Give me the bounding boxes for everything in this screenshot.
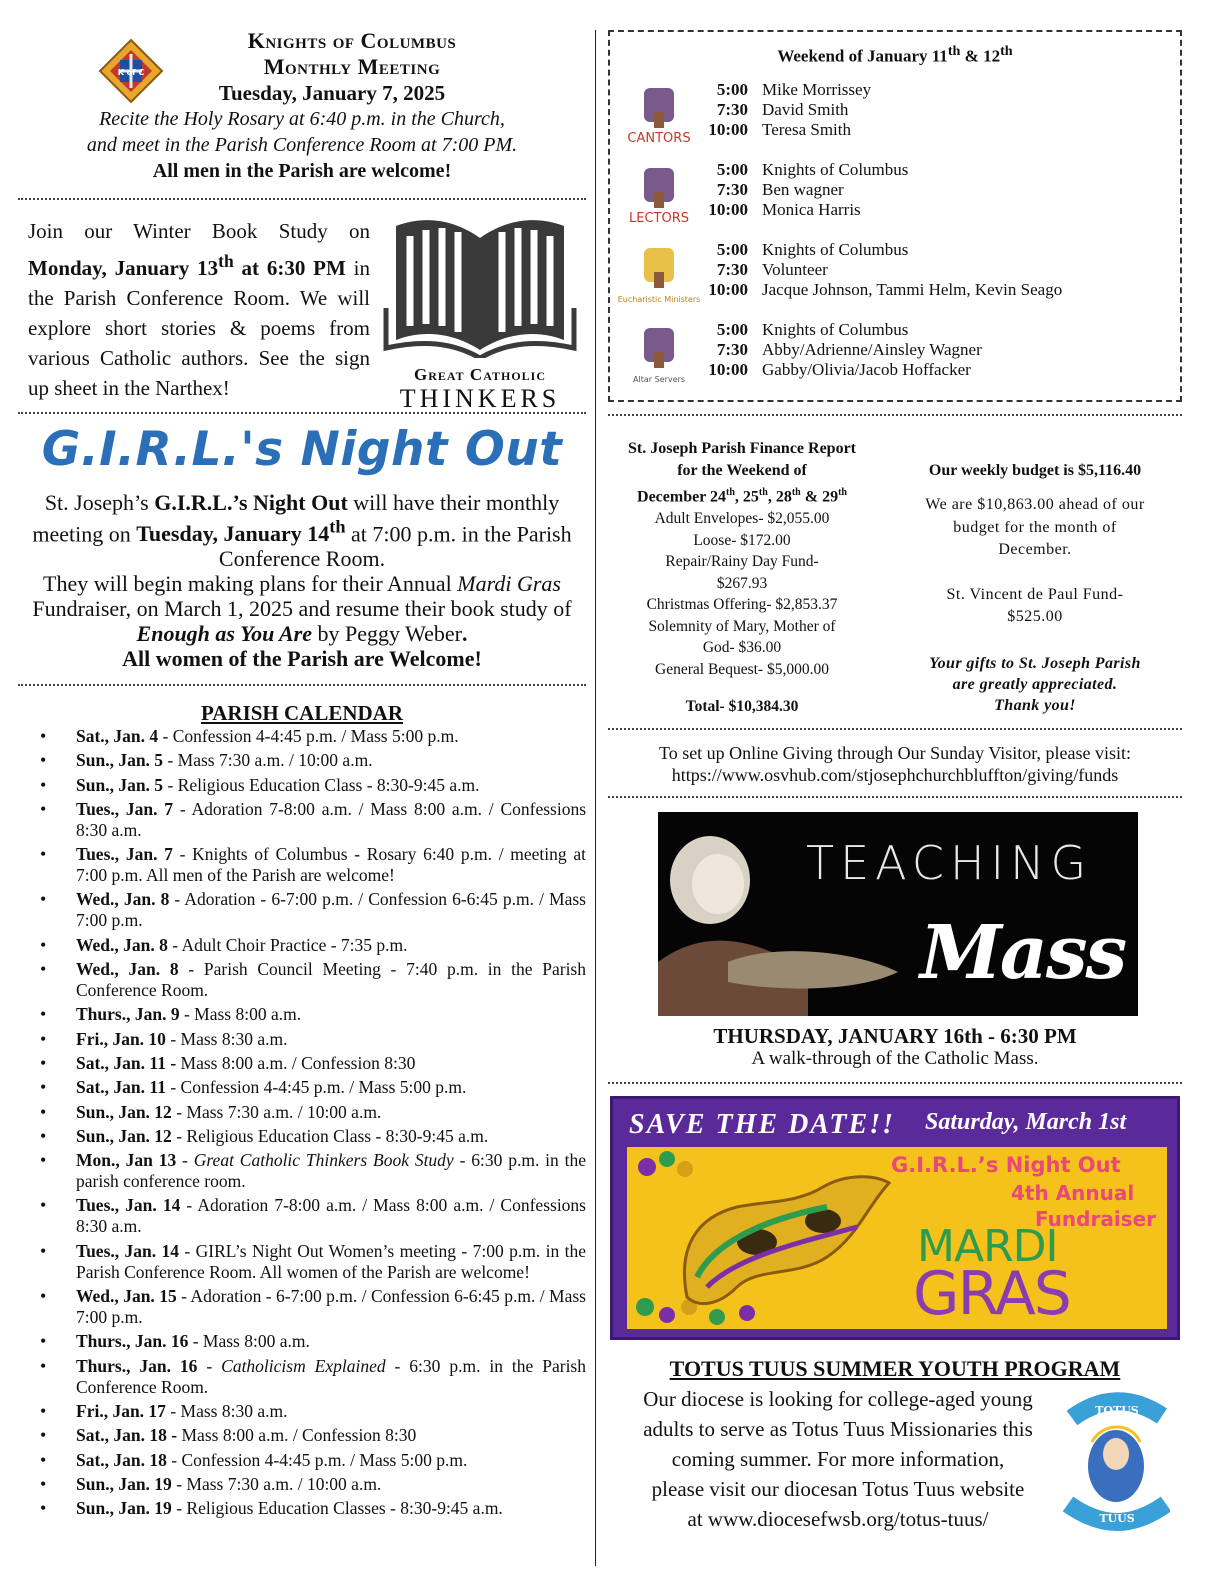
left-column	[18, 28, 586, 1522]
text-line: Adult Envelopes- $2,055.00	[654, 510, 830, 528]
parish-calendar	[18, 700, 586, 1519]
open-book-icon	[382, 208, 578, 358]
totus-body	[608, 1384, 1068, 1534]
text-line: Repair/Rainy Day Fund-	[665, 553, 819, 571]
online-giving	[608, 730, 1182, 796]
finance-lines	[608, 508, 876, 680]
svg-text:Altar Servers: Altar Servers	[633, 375, 685, 384]
girls-welcome: All women of the Parish are Welcome!	[122, 646, 482, 672]
calendar-item: • Sun., Jan. 12 - Religious Education Class - 8:30-9:45 a.m.	[18, 1126, 586, 1147]
calendar-item: • Sat., Jan. 4 - Confession 4-4:45 p.m. / Mass 5:00 p.m.	[18, 726, 586, 747]
calendar-item: • Tues., Jan. 7 - Adoration 7-8:00 a.m. / Mass 8:00 a.m. / Confessions 8:30 a.m.	[18, 799, 586, 841]
teaching-mass-desc: A walk-through of the Catholic Mass.	[751, 1048, 1039, 1069]
text-line: December.	[998, 541, 1072, 558]
save-the-date-banner	[610, 1096, 1180, 1340]
cantor-icon	[618, 82, 700, 146]
book-study-text: Join our Winter Book Study on Monday, January 13th at 6:30 PM in the Parish Conference Room. We will explore short stories & poems from various Catholic authors. See the sign up sheet in the Narthex!	[28, 219, 370, 400]
svg-text:CANTORS: CANTORS	[627, 131, 691, 146]
ministry-times: 5:00 7:30 10:00	[708, 240, 748, 299]
calendar-item: • Wed., Jan. 8 - Adoration - 6-7:00 p.m. / Confession 6-6:45 p.m. / Mass 7:00 p.m.	[18, 889, 586, 931]
text-line: Loose- $172.00	[693, 531, 791, 549]
chalice-icon	[618, 242, 700, 306]
weekly-budget: Our weekly budget is $5,116.40	[928, 462, 1142, 479]
lector-icon	[618, 162, 700, 226]
totus-heading: TOTUS TUUS SUMMER YOUTH PROGRAM	[669, 1356, 1121, 1381]
column-divider	[595, 30, 596, 1566]
calendar-item: • Wed., Jan. 8 - Adult Choir Practice - 7:35 p.m.	[18, 935, 586, 956]
ministry-names: Knights of Columbus Ben wagner Monica Harris	[762, 160, 909, 219]
finance-left: St. Joseph Parish Finance Report for the Weekend of December 24th, 25th, 28th & 29th Adult Envelopes- $2,055.00 Loose- $172.00 Repair/Rainy Day Fund- $267.93 Christmas Offering- $2,853.37 Solemnity of Mary, Mother of God- $36.00 General Bequest- $5,000.00 Total- $10,384.30	[608, 438, 876, 718]
text-line: Our diocese is looking for college-aged young	[643, 1387, 1033, 1411]
calendar-item: • Tues., Jan. 7 - Knights of Columbus - Rosary 6:40 p.m. / meeting at 7:00 p.m. All men of the Parish are welcome!	[18, 844, 586, 886]
ministry-schedule	[608, 30, 1182, 402]
mardi-gras-mask-icon	[627, 1147, 897, 1329]
calendar-item: • Wed., Jan. 15 - Adoration - 6-7:00 p.m. / Confession 6-6:45 p.m. / Mass 7:00 p.m.	[18, 1286, 586, 1328]
mardi-gras-panel	[627, 1147, 1167, 1329]
kofc-emblem-icon	[98, 38, 164, 104]
save-line3: Fundraiser	[1035, 1207, 1157, 1231]
ministry-names: Knights of Columbus Abby/Adrienne/Ainsley Wagner Gabby/Olivia/Jacob Hoffacker	[762, 320, 982, 379]
kofc-announcement	[18, 28, 586, 198]
text-line: Christmas Offering- $2,853.37	[646, 596, 838, 614]
calendar-item: • Sun., Jan. 5 - Religious Education Class - 8:30-9:45 a.m.	[18, 775, 586, 796]
calendar-item: • Thurs., Jan. 16 - Catholicism Explained - 6:30 p.m. in the Parish Conference Room.	[18, 1356, 586, 1398]
save-line2: 4th Annual	[1011, 1181, 1135, 1205]
teaching-mass-image	[658, 812, 1138, 1016]
calendar-item: • Sun., Jan. 19 - Mass 7:30 a.m. / 10:00 a.m.	[18, 1474, 586, 1495]
kofc-title-line1: Knights of Columbus	[247, 28, 457, 53]
ministry-group	[610, 320, 1180, 386]
save-the-date	[608, 1084, 1182, 1348]
save-date: Saturday, March 1st	[925, 1109, 1127, 1135]
kofc-welcome: All men in the Parish are welcome!	[152, 160, 452, 182]
calendar-item: • Tues., Jan. 14 - GIRL’s Night Out Women’s meeting - 7:00 p.m. in the Parish Conference Room. All women of the Parish are welcome!	[18, 1241, 586, 1283]
ministry-times: 5:00 7:30 10:00	[708, 160, 748, 219]
mass-word: Mass	[920, 910, 1126, 996]
gras-word: GRAS	[913, 1259, 1070, 1329]
book-study	[18, 200, 586, 412]
save-line1: G.I.R.L.’s Night Out	[891, 1153, 1121, 1177]
text-line: Thank you!	[994, 696, 1076, 714]
text-line: St. Vincent de Paul Fund-	[946, 585, 1124, 603]
finance-right	[900, 460, 1170, 716]
thanks-note	[900, 653, 1170, 716]
calendar-item: • Fri., Jan. 17 - Mass 8:30 a.m.	[18, 1401, 586, 1422]
teaching-mass-date: THURSDAY, JANUARY 16th - 6:30 PM	[713, 1024, 1077, 1048]
calendar-item: • Sat., Jan. 11 - Confession 4-4:45 p.m. / Mass 5:00 p.m.	[18, 1077, 586, 1098]
calendar-item: • Mon., Jan 13 - Great Catholic Thinkers Book Study - 6:30 p.m. in the parish conference room.	[18, 1150, 586, 1192]
text-line: please visit our diocesan Totus Tuus website	[651, 1477, 1025, 1501]
ministry-times: 5:00 7:30 10:00	[708, 320, 748, 379]
right-column	[608, 30, 1182, 1538]
kofc-title-line2: Monthly Meeting	[263, 54, 441, 79]
girls-body: St. Joseph’s G.I.R.L.’s Night Out will have their monthly meeting on Tuesday, January 14th at 7:00 p.m. in the Parish Conference Room. They will begin making plans for their Annual Mardi Gras Fundraiser, on March 1, 2025 and resume their book study of Enough as You Are by Peggy Weber.	[32, 490, 572, 647]
text-line: are greatly appreciated.	[952, 675, 1118, 693]
text-line: General Bequest- $5,000.00	[655, 660, 829, 678]
calendar-item: • Sat., Jan. 11 - Mass 8:00 a.m. / Confession 8:30	[18, 1053, 586, 1074]
text-line: adults to serve as Totus Tuus Missionaries this	[643, 1417, 1033, 1441]
ministry-names: Knights of Columbus Volunteer Jacque Johnson, Tammi Helm, Kevin Seago	[762, 240, 1063, 299]
ministry-group	[610, 160, 1180, 226]
calendar-item: • Tues., Jan. 14 - Adoration 7-8:00 a.m. / Mass 8:00 a.m. / Confessions 8:30 a.m.	[18, 1195, 586, 1237]
calendar-list	[18, 726, 586, 1519]
calendar-item: • Sun., Jan. 5 - Mass 7:30 a.m. / 10:00 a.m.	[18, 750, 586, 771]
budget-ahead	[900, 494, 1170, 562]
text-line: $267.93	[716, 574, 768, 592]
svg-text:K of C: K of C	[117, 68, 145, 77]
text-line: $525.00	[1007, 608, 1063, 625]
calendar-item: • Thurs., Jan. 16 - Mass 8:00 a.m.	[18, 1331, 586, 1352]
svdp-fund	[900, 584, 1170, 629]
calendar-item: • Sat., Jan. 18 - Confession 4-4:45 p.m. / Mass 5:00 p.m.	[18, 1450, 586, 1471]
calendar-item: • Thurs., Jan. 9 - Mass 8:00 a.m.	[18, 1004, 586, 1025]
calendar-item: • Sun., Jan. 12 - Mass 7:30 a.m. / 10:00 a.m.	[18, 1102, 586, 1123]
text-line: at www.diocesefwsb.org/totus-tuus/	[687, 1507, 989, 1531]
calendar-heading: PARISH CALENDAR	[200, 701, 404, 725]
graphic-line1: Great Catholic	[414, 365, 546, 384]
teaching-word: TEACHING	[806, 836, 1093, 890]
online-giving-line: To set up Online Giving through Our Sunday Visitor, please visit:	[658, 743, 1132, 763]
altar-server-icon	[618, 322, 700, 386]
kofc-meeting-line: and meet in the Parish Conference Room at 7:00 PM.	[86, 134, 518, 156]
calendar-item: • Sat., Jan. 18 - Mass 8:00 a.m. / Confession 8:30	[18, 1425, 586, 1446]
teaching-mass	[608, 798, 1182, 1082]
svg-text:TOTUS: TOTUS	[1095, 1404, 1139, 1417]
text-line: We are $10,863.00 ahead of our	[925, 496, 1145, 513]
great-catholic-thinkers-graphic	[380, 208, 580, 413]
totus-tuus-logo-icon	[1062, 1392, 1170, 1532]
text-line: budget for the month of	[953, 518, 1117, 536]
girls-title: G.I.R.L.'s Night Out	[41, 422, 563, 477]
ministry-group	[610, 240, 1180, 306]
kofc-date: Tuesday, January 7, 2025	[218, 81, 446, 105]
ministry-times: 5:00 7:30 10:00	[708, 80, 748, 139]
save-title: SAVE THE DATE!!	[629, 1109, 896, 1140]
text-line: Your gifts to St. Joseph Parish	[929, 654, 1141, 672]
girls-night-out	[18, 414, 586, 684]
finance-total: Total- $10,384.30	[685, 698, 799, 716]
ministry-group	[610, 80, 1180, 146]
svg-text:Eucharistic Ministers: Eucharistic Ministers	[618, 295, 700, 304]
mardi-word: MARDI	[917, 1221, 1058, 1272]
text-line: Solemnity of Mary, Mother of	[648, 617, 836, 635]
ministry-heading: Weekend of January 11th & 12th	[777, 43, 1013, 66]
calendar-item: • Fri., Jan. 10 - Mass 8:30 a.m.	[18, 1029, 586, 1050]
finance-report	[608, 416, 1182, 728]
calendar-item: • Sun., Jan. 19 - Religious Education Classes - 8:30-9:45 a.m.	[18, 1498, 586, 1519]
online-giving-link[interactable]: https://www.osvhub.com/stjosephchurchbluffton/giving/funds	[671, 765, 1119, 785]
svg-text:TUUS: TUUS	[1099, 1512, 1135, 1525]
calendar-item: • Wed., Jan. 8 - Parish Council Meeting - 7:40 p.m. in the Parish Conference Room.	[18, 959, 586, 1001]
text-line: God- $36.00	[702, 639, 782, 657]
svg-text:LECTORS: LECTORS	[629, 211, 689, 226]
kofc-rosary-line: Recite the Holy Rosary at 6:40 p.m. in the Church,	[99, 108, 505, 130]
separator	[18, 684, 586, 686]
graphic-line2: THINKERS	[399, 384, 561, 413]
text-line: coming summer. For more information,	[671, 1447, 1005, 1471]
ministry-names: Mike Morrissey David Smith Teresa Smith	[762, 80, 872, 139]
totus-tuus	[608, 1348, 1182, 1538]
